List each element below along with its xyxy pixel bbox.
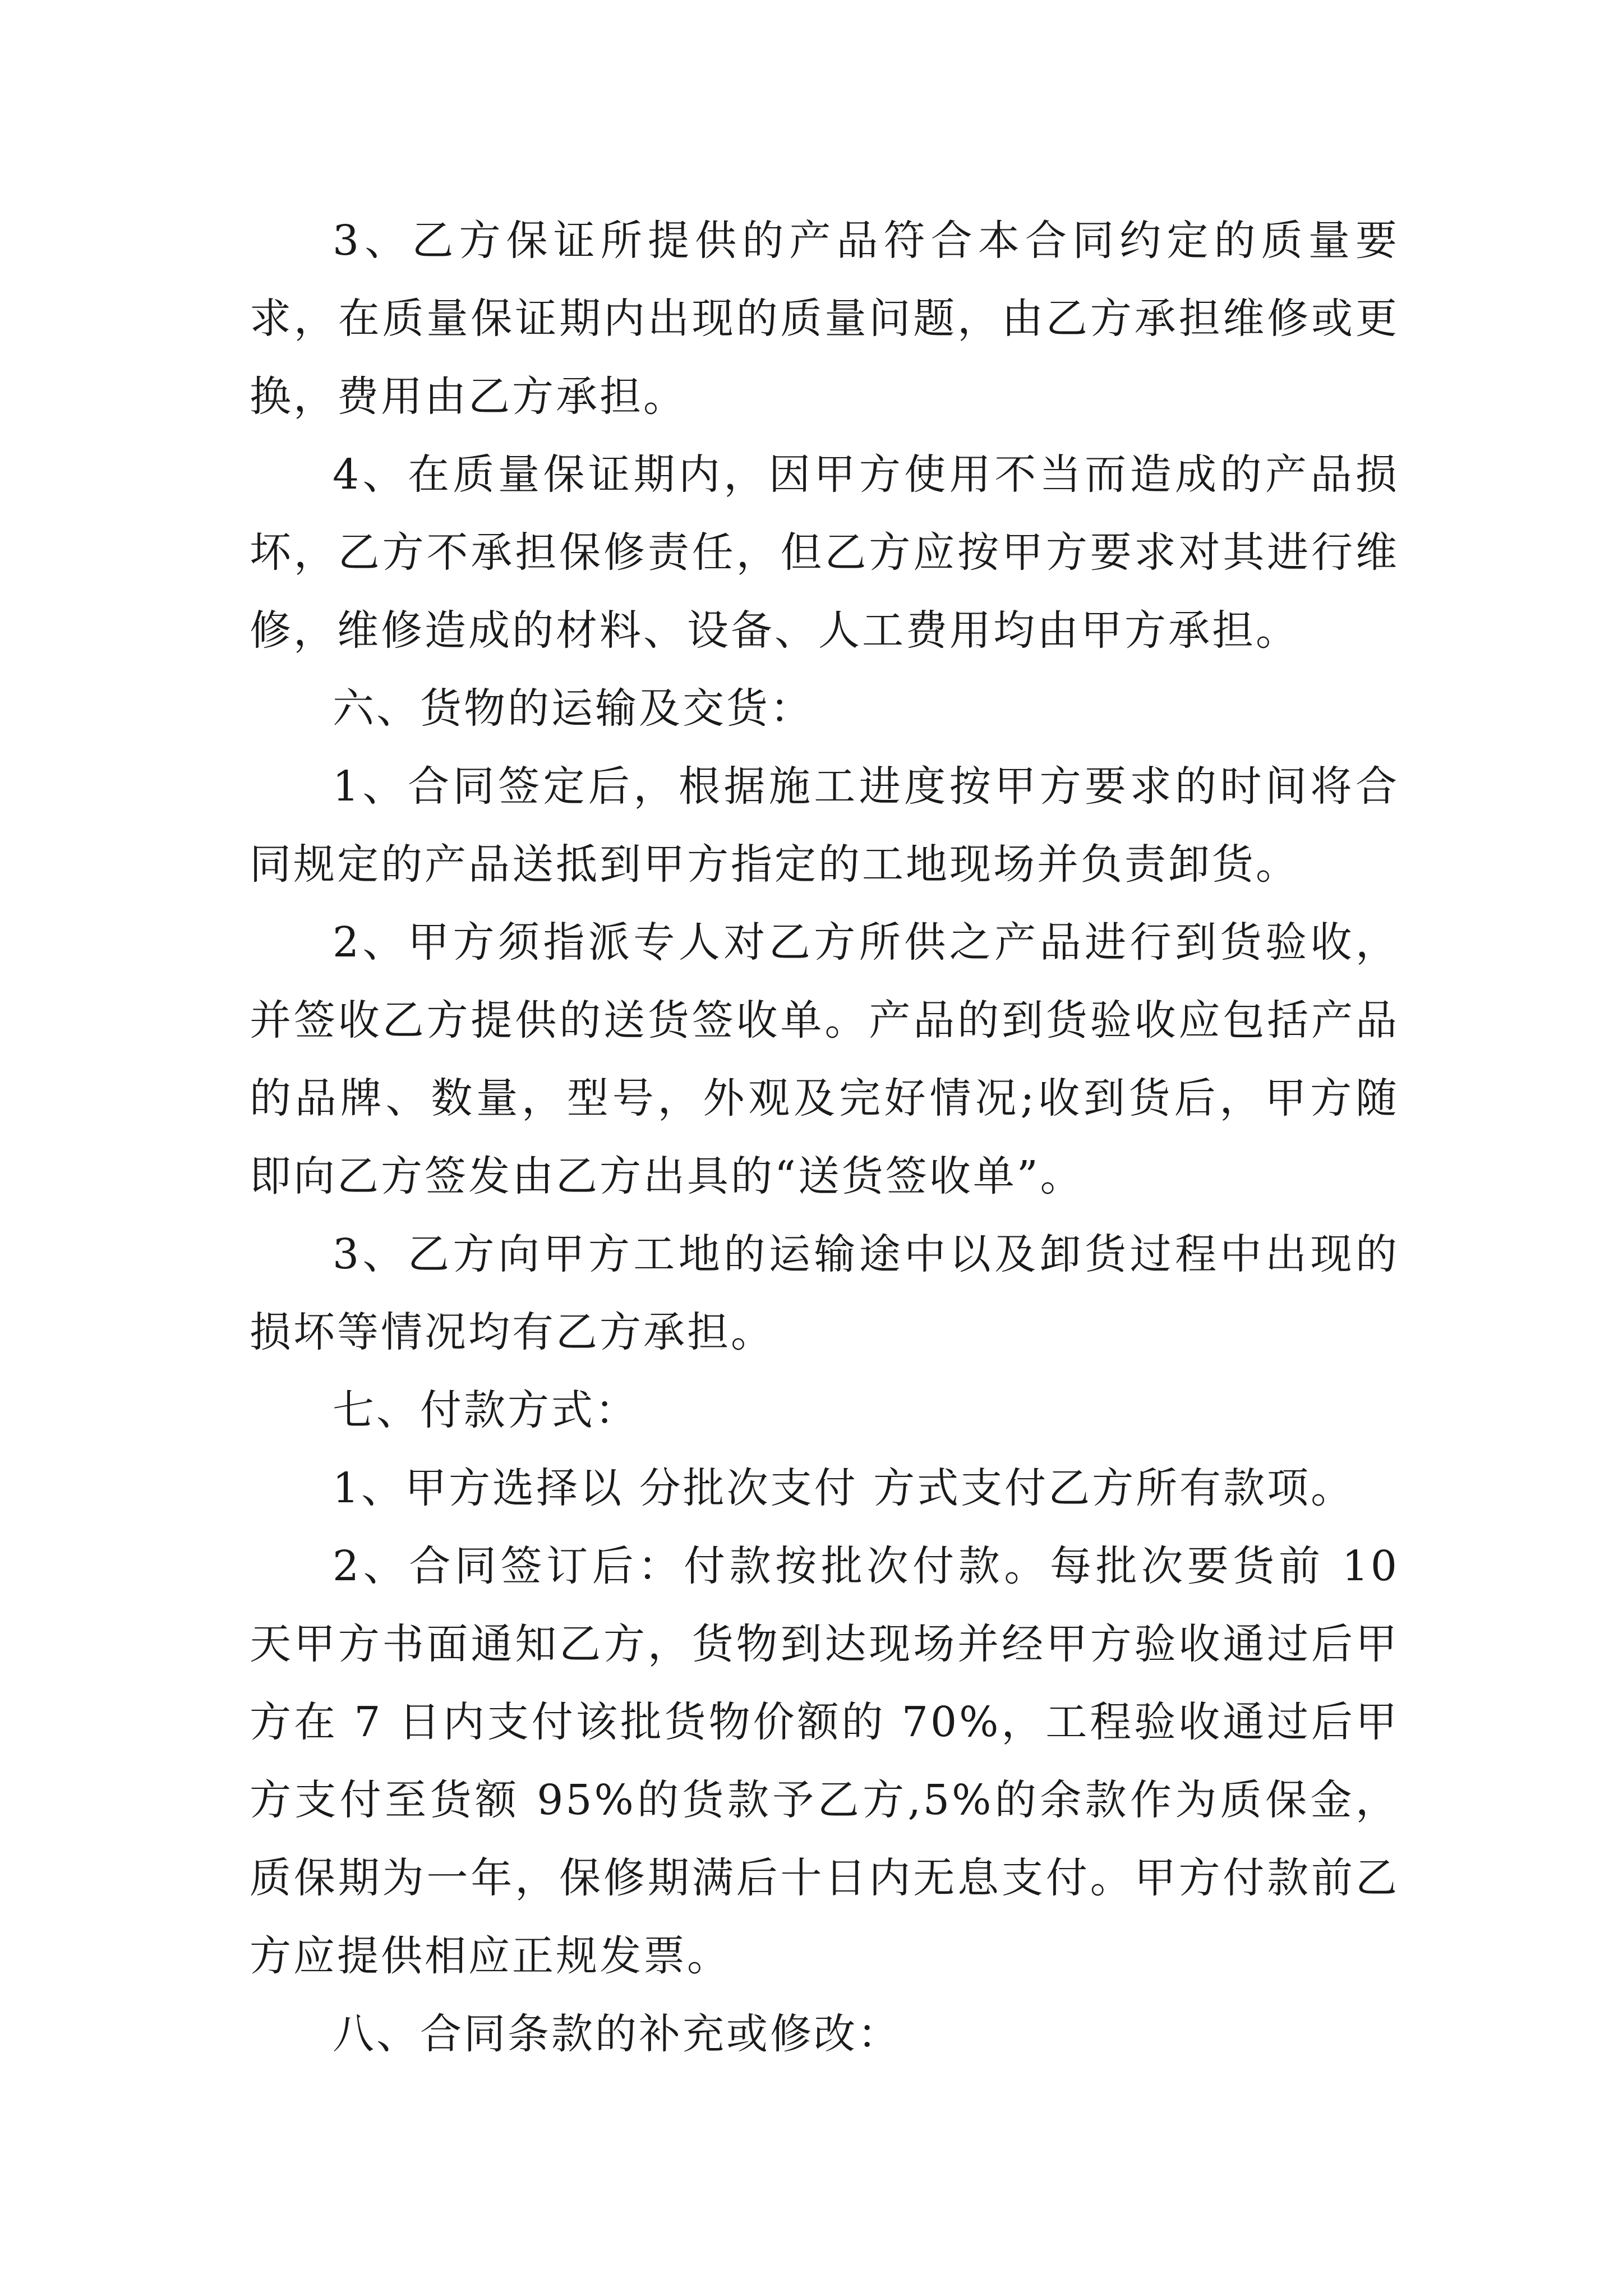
clause-7-2: 2、合同签订后：付款按批次付款。每批次要货前 10 天甲方书面通知乙方，货物到达现场并经甲方验收通过后甲方在 7 日内支付该批货物价额的 70%，工程验收通过后甲方支付至货额 95%的货款予乙方,5%的余款作为质保金，质保期为一年，保修期满后十日内无息支付。甲方付款前乙方应提供相应正规发票。 [250, 1542, 1399, 1980]
clause-6-3: 3、乙方向甲方工地的运输途中以及卸货过程中出现的损坏等情况均有乙方承担。 [250, 1230, 1399, 1356]
clause-5-3: 3、乙方保证所提供的产品符合本合同约定的质量要求，在质量保证期内出现的质量问题，由乙方承担维修或更换，费用由乙方承担。 [250, 217, 1399, 421]
clause-6-1: 1、合同签定后，根据施工进度按甲方要求的时间将合同规定的产品送抵到甲方指定的工地现场并负责卸货。 [250, 762, 1399, 889]
section-heading-8: 八、合同条款的补充或修改： [333, 2010, 901, 2058]
clause-5-4: 4、在质量保证期内，因甲方使用不当而造成的产品损坏，乙方不承担保修责任，但乙方应按甲方要求对其进行维修，维修造成的材料、设备、人工费用均由甲方承担。 [250, 450, 1399, 655]
section-heading-7: 七、付款方式： [333, 1386, 639, 1434]
section-heading-6: 六、货物的运输及交货： [333, 684, 814, 733]
clause-6-2: 2、甲方须指派专人对乙方所供之产品进行到货验收，并签收乙方提供的送货签收单。产品的到货验收应包括产品的品牌、数量，型号，外观及完好情况;收到货后，甲方随即向乙方签发由乙方出具的“送货签收单”。 [250, 918, 1399, 1200]
clause-7-1: 1、甲方选择以 分批次支付 方式支付乙方所有款项。 [333, 1464, 1355, 1512]
document-body [250, 202, 1399, 2073]
